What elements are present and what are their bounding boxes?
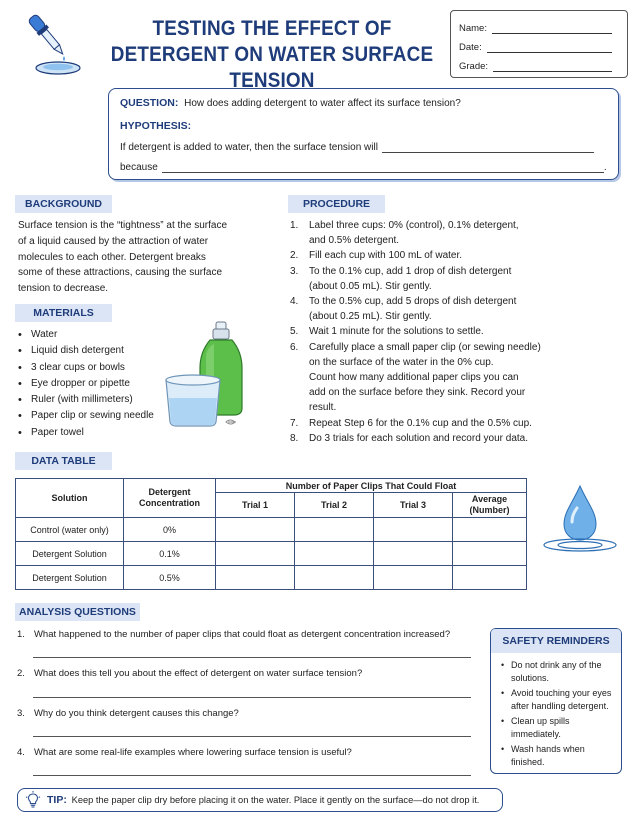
procedure-step: 2. Fill each cup with 100 mL of water. xyxy=(290,250,463,262)
procedure-step: 1. Label three cups: 0% (control), 0.1% detergent, and 0.5% detergent. xyxy=(290,220,519,247)
cell-solution: Detergent Solution xyxy=(16,542,124,566)
materials-heading: MATERIALS xyxy=(15,304,112,322)
col-trial-3: Trial 3 xyxy=(374,493,453,518)
list-item: • 3 clear cups or bowls xyxy=(15,360,190,376)
analysis-question-1: 1. What happened to the number of paper clips that could float as detergent concentration increased? xyxy=(17,629,451,640)
procedure-step: 3. To the 0.1% cup, add 1 drop of dish detergent (about 0.05 mL). Stir gently. xyxy=(290,265,512,292)
safety-list xyxy=(491,653,621,768)
name-field[interactable]: Name: xyxy=(459,23,612,34)
procedure-step: 6. Carefully place a small paper clip (or sewing needle) on the surface of the water in the 0% cup. Count how many additional paper clips you can add on the surface before they sink. Record your result. xyxy=(290,341,541,414)
col-group-paper-clips: Number of Paper Clips That Could Float xyxy=(216,479,527,493)
analysis-question-2: 2. What does this tell you about the effect of detergent on water surface tension? xyxy=(17,668,363,679)
cell-solution: Control (water only) xyxy=(16,518,124,542)
safety-reminders-box xyxy=(490,628,622,774)
lightbulb-icon xyxy=(24,791,42,809)
col-average: Average (Number) xyxy=(453,493,527,518)
cell-solution: Detergent Solution xyxy=(16,566,124,590)
hypothesis-label: HYPOTHESIS: xyxy=(120,120,192,132)
water-drop-icon xyxy=(537,484,623,556)
page-title: TESTING THE EFFECT OF DETERGENT ON WATER SURFACE TENSION xyxy=(110,17,434,92)
date-field[interactable]: Date: xyxy=(459,42,612,53)
background-text: Surface tension is the “tightness” at the surface of a liquid caused by the attraction of water molecules to each other. Detergent breaks some of these attractions, causing the surface tension to decrease. xyxy=(18,220,227,295)
answer-line-2[interactable] xyxy=(33,697,471,698)
list-item: • Eye dropper or pipette xyxy=(15,376,190,392)
answer-line-3[interactable] xyxy=(33,736,471,737)
cell-concentration: 0.5% xyxy=(124,566,216,590)
procedure-heading: PROCEDURE xyxy=(288,195,385,213)
data-table-heading: DATA TABLE xyxy=(15,452,112,470)
col-trial-1: Trial 1 xyxy=(216,493,295,518)
grade-field[interactable]: Grade: xyxy=(459,61,612,72)
cell-concentration: 0.1% xyxy=(124,542,216,566)
safety-heading: SAFETY REMINDERS xyxy=(491,629,621,653)
procedure-step: 8. Do 3 trials for each solution and record your data. xyxy=(290,432,529,444)
answer-line-4[interactable] xyxy=(33,775,471,776)
question-line: QUESTION: How does adding detergent to water affect its surface tension? xyxy=(120,97,461,109)
analysis-question-4: 4. What are some real-life examples where lowering surface tension is useful? xyxy=(17,747,352,758)
tip-text: TIP: Keep the paper clip dry before placing it on the water. Place it gently on the surface—do not drop it. xyxy=(47,794,480,806)
list-item: • Water xyxy=(15,327,190,343)
procedure-step: 5. Wait 1 minute for the solutions to settle. xyxy=(290,326,484,338)
answer-line-1[interactable] xyxy=(33,657,471,658)
list-item: • Clean up spills immediately. xyxy=(499,715,615,740)
analysis-heading: ANALYSIS QUESTIONS xyxy=(15,603,140,621)
list-item: • Liquid dish detergent xyxy=(15,343,190,359)
hypothesis-line-2[interactable]: because . xyxy=(120,162,607,173)
procedure-step: 7. Repeat Step 6 for the 0.1% cup and the 0.5% cup. xyxy=(290,417,532,429)
background-heading: BACKGROUND xyxy=(15,195,112,213)
cell-concentration: 0% xyxy=(124,518,216,542)
list-item: • Avoid touching your eyes after handling detergent. xyxy=(499,687,615,712)
list-item: • Ruler (with millimeters) xyxy=(15,392,190,408)
tip-box xyxy=(17,788,503,812)
list-item: • Wash hands when finished. xyxy=(499,743,615,768)
hypothesis-line-1[interactable]: If detergent is added to water, then the surface tension will xyxy=(120,142,594,153)
list-item: • Paper towel xyxy=(15,425,190,441)
col-solution: Solution xyxy=(16,479,124,518)
col-concentration: Detergent Concentration xyxy=(124,479,216,518)
list-item: • Paper clip or sewing needle xyxy=(15,408,190,424)
list-item: • Do not drink any of the solutions. xyxy=(499,659,615,684)
analysis-question-3: 3. Why do you think detergent causes this change? xyxy=(17,708,239,719)
col-trial-2: Trial 2 xyxy=(295,493,374,518)
procedure-step: 4. To the 0.5% cup, add 5 drops of dish detergent (about 0.25 mL). Stir gently. xyxy=(290,296,517,323)
